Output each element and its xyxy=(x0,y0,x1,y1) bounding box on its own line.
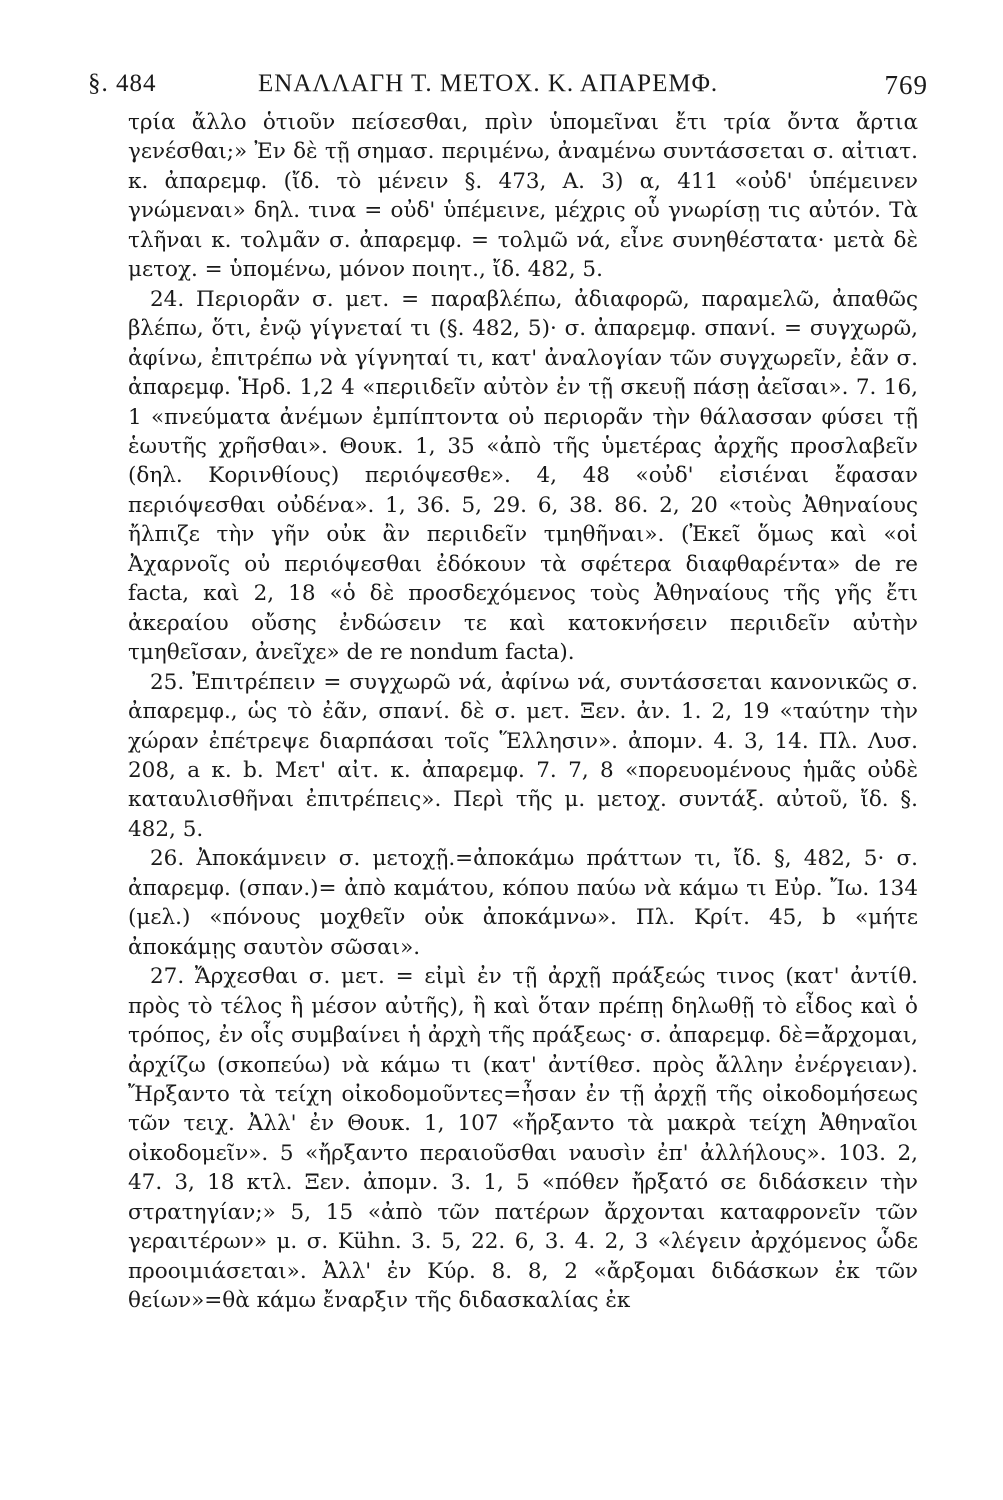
running-title: ΕΝΑΛΛΑΓΗ Τ. ΜΕΤΟΧ. Κ. ΑΠΑΡΕΜΦ. xyxy=(258,70,719,97)
section-number: §. 484 xyxy=(88,70,157,97)
paragraph-26: 26. Ἀποκάμνειν σ. μετοχῇ.=ἀποκάμω πράττων τι, ἴδ. §, 482, 5· σ. ἀπαρεμφ. (σπαν.)= ἀπὸ καμάτου, κόπου παύω νὰ κάμω τι Εὐρ. Ἴω. 134 (μελ.) «πόνους μοχθεῖν οὐκ ἀποκάμνω». Πλ. Κρίτ. 45, b «μήτε ἀποκάμῃς σαυτὸν σῶσαι». xyxy=(128,846,918,960)
paragraph-continuation: τρία ἄλλο ὁτιοῦν πείσεσθαι, πρὶν ὑπομεῖναι ἔτι τρία ὄντα ἄρτια γενέσθαι;» Ἐν δὲ τῇ σημασ. περιμένω, ἀναμένω συντάσσεται σ. αἰτιατ. κ. ἀπαρεμφ. (ἴδ. τὸ μένειν §. 473, Α. 3) α, 411 «οὐδ' ὑπέμεινεν γνώμεναι» δηλ. τινα = οὐδ' ὑπέμεινε, μέχρις οὗ γνωρίσῃ τις αὐτόν. Τὰ τλῆναι κ. τολμᾶν σ. ἀπαρεμφ. = τολμῶ νά, εἶνε συνηθέστατα· μετὰ δὲ μετοχ. = ὑπομένω, μόνον ποιητ., ἴδ. 482, 5. xyxy=(128,110,918,283)
paragraph-25: 25. Ἐπιτρέπειν = συγχωρῶ νά, ἀφίνω νά, συντάσσεται κανονικῶς σ. ἀπαρεμφ., ὡς τὸ ἐᾶν, σπανί. δὲ σ. μετ. Ξεν. ἀν. 1. 2, 19 «ταύτην τὴν χώραν ἐπέτρεψε διαρπάσαι τοῖς Ἕλλησιν». ἀπομν. 4. 3, 14. Πλ. Λυσ. 208, a κ. b. Μετ' αἰτ. κ. ἀπαρεμφ. 7. 7, 8 «πορευομένους ἡμᾶς οὐδὲ καταυλισθῆναι ἐπιτρέπεις». Περὶ τῆς μ. μετοχ. συντάξ. αὐτοῦ, ἴδ. §. 482, 5. xyxy=(128,669,918,842)
paragraph-24: 24. Περιορᾶν σ. μετ. = παραβλέπω, ἀδιαφορῶ, παραμελῶ, ἀπαθῶς βλέπω, ὅτι, ἐνῷ γίγνεταί τι (§. 482, 5)· σ. ἀπαρεμφ. σπανί. = συγχωρῶ, ἀφίνω, ἐπιτρέπω νὰ γίγνηταί τι, κατ' ἀναλογίαν τῶν συγχωρεῖν, ἐᾶν σ. ἀπαρεμφ. Ἡρδ. 1,2 4 «περιιδεῖν αὐτὸν ἐν τῇ σκευῇ πάσῃ ἀεῖσαι». 7. 16, 1 «πνεύματα ἀνέμων ἐμπίπτοντα οὐ περιορᾶν τὴν θάλασσαν φύσει τῇ ἑωυτῆς χρῆσθαι». Θουκ. 1, 35 «ἀπὸ τῆς ὑμετέρας ἀρχῆς προσλαβεῖν (δηλ. Κορινθίους) περιόψεσθε». 4, 48 «οὐδ' εἰσιέναι ἔφασαν περιόψεσθαι οὐδένα». 1, 36. 5, 29. 6, 38. 86. 2, 20 «τοὺς Ἀθηναίους ἤλπιζε τὴν γῆν οὐκ ἂν περιιδεῖν τμηθῆναι». (Ἐκεῖ ὅμως καὶ «οἱ Ἀχαρνοῖς οὐ περιόψεσθαι ἐδόκουν τὰ σφέτερα διαφθαρέντα» de re facta, καὶ 2, 18 «ὁ δὲ προσδεχόμενος τοὺς Ἀθηναίους τῆς γῆς ἔτι ἀκεραίου οὔσης ἐνδώσειν τε καὶ κατοκνήσειν περιιδεῖν αὐτὴν τμηθεῖσαν, ἀνεῖχε» de re nondum facta). xyxy=(128,286,918,666)
body-text xyxy=(128,108,918,1316)
page-number: 769 xyxy=(884,70,928,100)
running-header xyxy=(88,66,928,106)
paragraph-27: 27. Ἄρχεσθαι σ. μετ. = εἰμὶ ἐν τῇ ἀρχῇ πράξεώς τινος (κατ' ἀντίθ. πρὸς τὸ τέλος ἢ μέσον αὐτῆς), ἢ καὶ ὅταν πρέπῃ δηλωθῇ τὸ εἶδος καὶ ὁ τρόπος, ἐν οἷς συμβαίνει ἡ ἀρχὴ τῆς πράξεως· σ. ἀπαρεμφ. δὲ=ἄρχομαι, ἀρχίζω (σκοπεύω) νὰ κάμω τι (κατ' ἀντίθεσ. πρὸς ἄλλην ἐνέργειαν). Ἤρξαντο τὰ τείχη οἰκοδομοῦντες=ἦσαν ἐν τῇ ἀρχῇ τῆς οἰκοδομήσεως τῶν τειχ. Ἀλλ' ἐν Θουκ. 1, 107 «ἤρξαντο τὰ μακρὰ τείχη Ἀθηναῖοι οἰκοδομεῖν». 5 «ἤρξαντο περαιοῦσθαι ναυσὶν ἐπ' ἀλλήλους». 103. 2, 47. 3, 18 κτλ. Ξεν. ἀπομν. 3. 1, 5 «πόθεν ἤρξατό σε διδάσκειν τὴν στρατηγίαν;» 5, 15 «ἀπὸ τῶν πατέρων ἄρχονται καταφρονεῖν τῶν γεραιτέρων» μ. σ. Kühn. 3. 5, 22. 6, 3. 4. 2, 3 «λέγειν ἀρχόμενος ὧδε προοιμιάσεται». Ἀλλ' ἐν Κύρ. 8. 8, 2 «ἄρξομαι διδάσκων ἐκ τῶν θείων»=θὰ κάμω ἔναρξιν τῆς διδασκαλίας ἐκ xyxy=(128,964,918,1314)
